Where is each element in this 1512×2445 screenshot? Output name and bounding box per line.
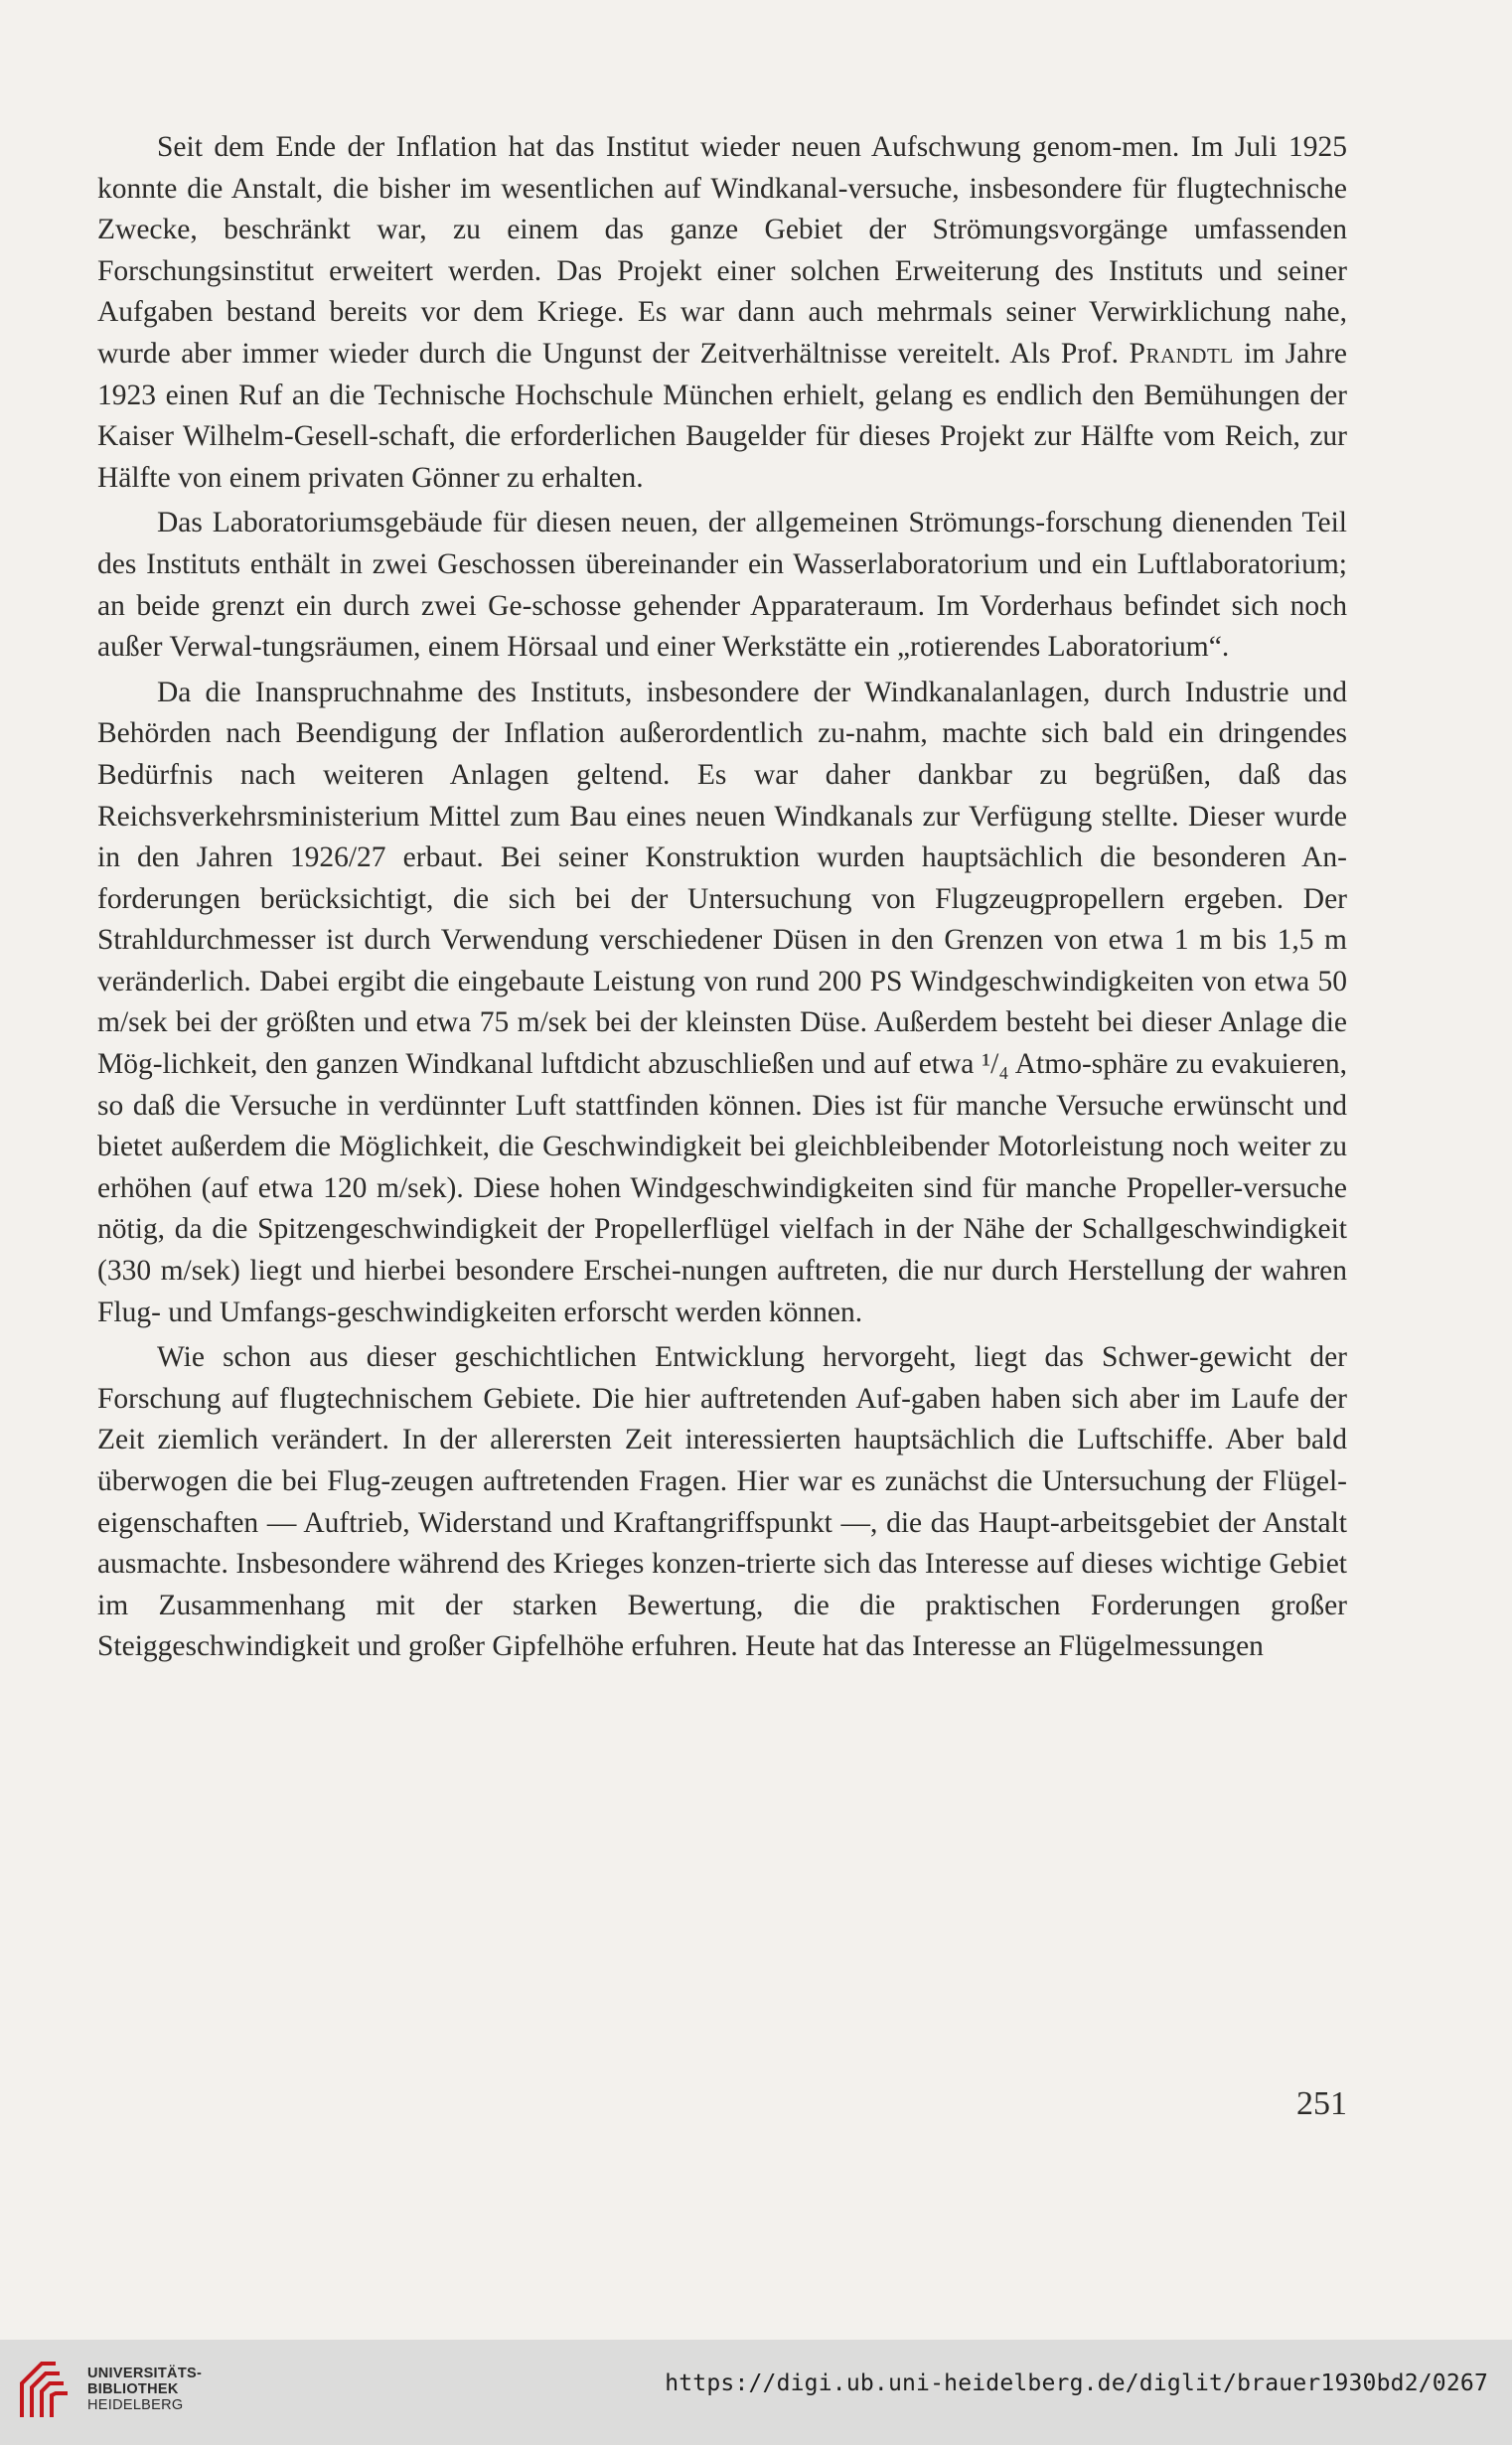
body-text [97, 127, 1347, 1668]
source-url-link[interactable]: https://digi.ub.uni-heidelberg.de/diglit/brauer1930bd2/0267 [665, 2370, 1488, 2396]
paragraph-1-text-end: im Jahre 1923 einen Ruf an die Technische Hochschule München erhielt, gelang es endlich den Bemühungen der Kaiser Wilhelm-Gesell-schaft, die erforderlichen Baugelder für dieses Projekt zur Hälfte vom Reich, zur Hälfte von einem privaten Gönner zu erhalten. [97, 337, 1347, 494]
library-name-line-2: BIBLIOTHEK [87, 2381, 179, 2397]
library-name [87, 2366, 202, 2413]
paragraph-3 [97, 673, 1347, 1334]
library-name-line-1: UNIVERSITÄTS- [87, 2366, 203, 2381]
paragraph-2: Das Laboratoriumsgebäude für diesen neuen, der allgemeinen Strömungs-forschung dienenden Teil des Instituts enthält in zwei Geschossen übereinander ein Wasserlaboratorium und ein Luftlaboratorium; an beide grenzt ein durch zwei Ge-schosse gehender Apparateraum. Im Vorderhaus befindet sich noch außer Verwal-tungsräumen, einem Hörsaal und einer Werkstätte ein „rotierendes Laboratorium“. [97, 507, 1347, 664]
ub-heidelberg-logo-icon [16, 2358, 81, 2423]
page-number: 251 [1296, 2085, 1347, 2122]
paragraph-3-text-start: Da die Inanspruchnahme des Instituts, insbesondere der Windkanalanlagen, durch Industrie und Behörden nach Beendigung der Inflation außerordentlich zu-nahm, machte sich bald ein dringendes Bedürfnis nach weiteren Anlagen geltend. Es war daher dankbar zu begrüßen, daß das Reichsverkehrsministerium Mittel zum Bau eines neuen Windkanals zur Verfügung stellte. Dieser wurde in den Jahren 1926/27 erbaut. Bei seiner Konstruktion wurden hauptsächlich die besonderen An-forderungen berücksichtigt, die sich bei der Untersuchung von Flugzeugpropellern ergeben. Der Strahldurchmesser ist durch Verwendung verschiedener Düsen in den Grenzen von etwa 1 m bis 1,5 m veränderlich. Dabei ergibt die eingebaute Leistung von rund 200 PS Windgeschwindigkeiten von etwa 50 m/sek bei der größten und etwa 75 m/sek bei der kleinsten Düse. Außerdem besteht bei dieser Anlage die Mög-lichkeit, den ganzen Windkanal luftdicht abzuschließen und auf etwa [97, 676, 1347, 1081]
paragraph-4: Wie schon aus dieser geschichtlichen Entwicklung hervorgeht, liegt das Schwer-gewicht der Forschung auf flugtechnischem Gebiete. Die hier auftretenden Auf-gaben haben sich aber im Laufe der Zeit ziemlich verändert. In der allerersten Zeit interessierten hauptsächlich die Luftschiffe. Aber bald überwogen die bei Flug-zeugen auftretenden Fragen. Hier war es zunächst die Untersuchung der Flügel-eigenschaften — Auftrieb, Widerstand und Kraftangriffspunkt —, die das Haupt-arbeitsgebiet der Anstalt ausmachte. Insbesondere während des Krieges konzen-trierte sich das Interesse auf dieses wichtige Gebiet im Zusammenhang mit der starken Bewertung, die die praktischen Forderungen großer Steiggeschwindigkeit und großer Gipfelhöhe erfuhren. Heute hat das Interesse an Flügelmessungen [97, 1341, 1347, 1663]
footer-bar [0, 2340, 1512, 2445]
paragraph-3-text-end: Atmo-sphäre zu evakuieren, so daß die Versuche in verdünnter Luft stattfinden können. Dies ist für manche Versuche erwünscht und bietet außerdem die Möglichkeit, die Geschwindigkeit bei gleichbleibender Motorleistung noch weiter zu erhöhen (auf etwa 120 m/sek). Diese hohen Windgeschwindigkeiten sind für manche Propeller-versuche nötig, da die Spitzengeschwindigkeit der Propellerflügel vielfach in der Nähe der Schallgeschwindigkeit (330 m/sek) liegt und hierbei besondere Erschei-nungen auftreten, die nur durch Herstellung der wahren Flug- und Umfangs-geschwindigkeiten erforscht werden können. [97, 1048, 1348, 1328]
library-name-line-3: HEIDELBERG [87, 2397, 184, 2413]
author-name-prandtl: Prandtl [1129, 337, 1234, 370]
fraction-one-quarter: ¹/₄ [982, 1048, 1009, 1081]
paragraph-1-text-start: Seit dem Ende der Inflation hat das Institut wieder neuen Aufschwung genom-men. Im Juli 1925 konnte die Anstalt, die bisher im wesentlichen auf Windkanal-versuche, insbesondere für flugtechnische Zwecke, beschränkt war, zu einem das ganze Gebiet der Strömungsvorgänge umfassenden Forschungsinstitut erweitert werden. Das Projekt einer solchen Erweiterung des Instituts und seiner Aufgaben bestand bereits vor dem Kriege. Es war dann auch mehrmals seiner Verwirklichung nahe, wurde aber immer wieder durch die Ungunst der Zeitverhältnisse vereitelt. Als Prof. [97, 131, 1347, 370]
paragraph-1 [97, 127, 1347, 499]
